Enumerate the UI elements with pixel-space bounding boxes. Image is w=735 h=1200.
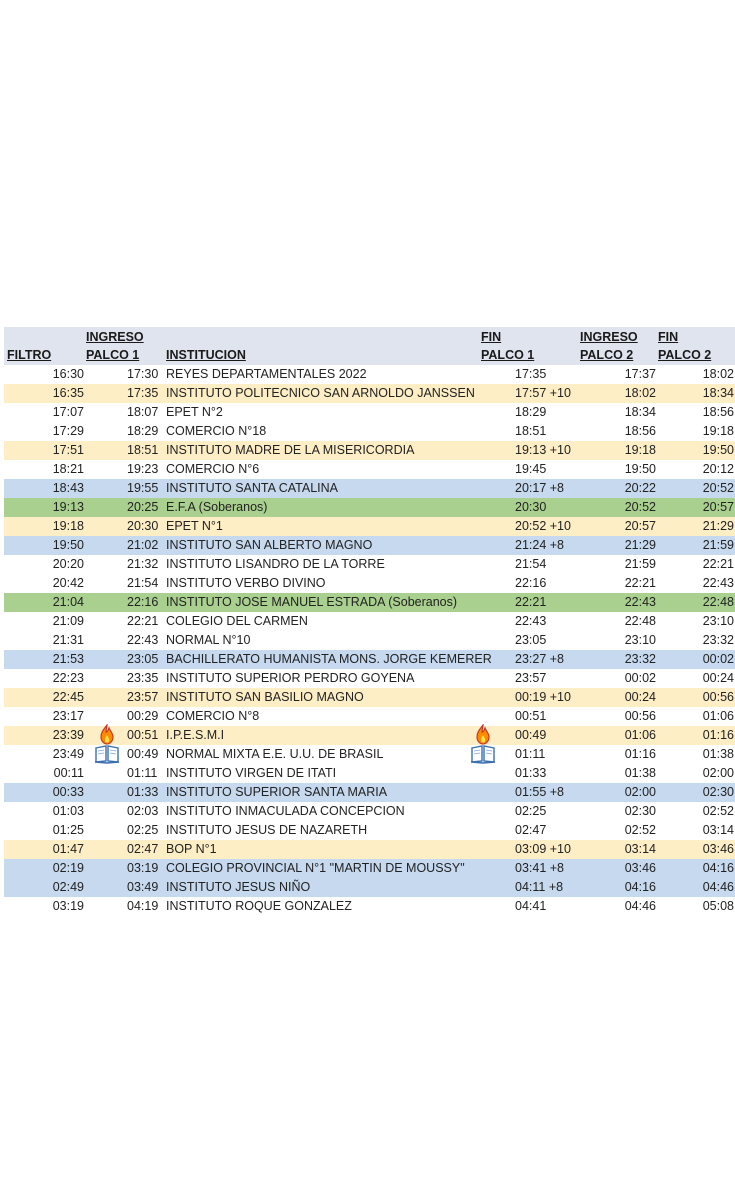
cell-ingreso-palco1: 23:57 xyxy=(127,690,159,704)
cell-fin-palco2: 01:38 xyxy=(702,747,734,761)
cell-fin-palco2: 00:02 xyxy=(702,652,734,666)
cell-fin-palco1: 17:35 xyxy=(515,367,547,381)
cell-fin-palco2: 03:14 xyxy=(702,823,734,837)
table-row xyxy=(4,612,735,631)
cell-institucion: EPET N°2 xyxy=(166,405,223,419)
cell-fin-palco1: 19:13 +10 xyxy=(515,443,571,457)
cell-fin-palco2: 19:18 xyxy=(702,424,734,438)
cell-fin-palco2: 20:12 xyxy=(702,462,734,476)
cell-ingreso-palco2: 22:21 xyxy=(624,576,656,590)
cell-filtro: 01:25 xyxy=(52,823,84,837)
cell-fin-palco1: 22:16 xyxy=(515,576,547,590)
cell-institucion: INSTITUTO JESUS NIÑO xyxy=(166,880,311,894)
cell-ingreso-palco2: 00:24 xyxy=(624,690,656,704)
cell-ingreso-palco1: 04:19 xyxy=(127,899,159,913)
table-row xyxy=(4,441,735,460)
cell-filtro: 18:21 xyxy=(52,462,84,476)
cell-filtro: 00:33 xyxy=(52,785,84,799)
cell-filtro: 03:19 xyxy=(52,899,84,913)
cell-fin-palco2: 00:24 xyxy=(702,671,734,685)
cell-fin-palco1: 22:43 xyxy=(515,614,547,628)
cell-institucion: INSTITUTO SAN ALBERTO MAGNO xyxy=(166,538,373,552)
cell-institucion: INSTITUTO JESUS DE NAZARETH xyxy=(166,823,368,837)
header-ingreso-palco1-line2: PALCO 1 xyxy=(86,348,140,362)
cell-institucion: E.F.A (Soberanos) xyxy=(166,500,268,514)
cell-ingreso-palco1: 03:49 xyxy=(127,880,159,894)
table-row xyxy=(4,669,735,688)
cell-fin-palco2: 20:57 xyxy=(702,500,734,514)
cell-institucion: INSTITUTO JOSE MANUEL ESTRADA (Soberanos) xyxy=(166,595,458,609)
schedule-table xyxy=(4,327,735,916)
cell-ingreso-palco1: 19:23 xyxy=(127,462,159,476)
cell-filtro: 21:04 xyxy=(52,595,84,609)
table-row xyxy=(4,403,735,422)
table-row xyxy=(4,536,735,555)
cell-fin-palco2: 21:29 xyxy=(702,519,734,533)
cell-fin-palco1: 00:49 xyxy=(515,728,547,742)
cell-filtro: 19:18 xyxy=(52,519,84,533)
cell-fin-palco2: 01:16 xyxy=(702,728,734,742)
cell-ingreso-palco2: 19:18 xyxy=(624,443,656,457)
cell-filtro: 22:45 xyxy=(52,690,84,704)
cell-ingreso-palco1: 18:51 xyxy=(127,443,159,457)
cell-fin-palco1: 01:33 xyxy=(515,766,547,780)
header-fin-palco1-line2: PALCO 1 xyxy=(481,348,535,362)
cell-ingreso-palco1: 21:02 xyxy=(127,538,159,552)
cell-fin-palco1: 01:55 +8 xyxy=(515,785,565,799)
cell-institucion: NORMAL N°10 xyxy=(166,633,251,647)
cell-filtro: 17:29 xyxy=(52,424,84,438)
cell-filtro: 17:51 xyxy=(52,443,84,457)
cell-fin-palco1: 23:57 xyxy=(515,671,547,685)
cell-ingreso-palco2: 00:56 xyxy=(624,709,656,723)
cell-institucion: BACHILLERATO HUMANISTA MONS. JORGE KEMERER xyxy=(166,652,492,666)
cell-ingreso-palco1: 02:25 xyxy=(127,823,159,837)
cell-institucion: INSTITUTO ROQUE GONZALEZ xyxy=(166,899,352,913)
cell-filtro: 23:17 xyxy=(52,709,84,723)
header-filtro: FILTRO xyxy=(7,348,52,362)
table-row xyxy=(4,365,735,384)
cell-filtro: 21:53 xyxy=(52,652,84,666)
cell-institucion: REYES DEPARTAMENTALES 2022 xyxy=(166,367,367,381)
cell-ingreso-palco2: 18:56 xyxy=(624,424,656,438)
cell-institucion: INSTITUTO LISANDRO DE LA TORRE xyxy=(166,557,385,571)
cell-ingreso-palco1: 02:03 xyxy=(127,804,159,818)
cell-ingreso-palco2: 22:48 xyxy=(624,614,656,628)
cell-ingreso-palco2: 23:32 xyxy=(624,652,656,666)
table-row xyxy=(4,650,735,669)
cell-fin-palco1: 21:24 +8 xyxy=(515,538,565,552)
cell-filtro: 19:13 xyxy=(52,500,84,514)
cell-fin-palco2: 02:52 xyxy=(702,804,734,818)
cell-ingreso-palco2: 02:52 xyxy=(624,823,656,837)
cell-filtro: 17:07 xyxy=(52,405,84,419)
table-row xyxy=(4,897,735,916)
table-row xyxy=(4,422,735,441)
header-fin-palco1-line1: FIN xyxy=(481,330,502,344)
cell-ingreso-palco1: 21:54 xyxy=(127,576,159,590)
cell-institucion: COLEGIO DEL CARMEN xyxy=(166,614,308,628)
cell-fin-palco2: 18:56 xyxy=(702,405,734,419)
cell-fin-palco1: 23:27 +8 xyxy=(515,652,565,666)
cell-ingreso-palco2: 02:00 xyxy=(624,785,656,799)
cell-institucion: COMERCIO N°6 xyxy=(166,462,260,476)
cell-fin-palco2: 04:46 xyxy=(702,880,734,894)
cell-filtro: 16:35 xyxy=(52,386,84,400)
cell-ingreso-palco1: 02:47 xyxy=(127,842,159,856)
cell-fin-palco1: 01:11 xyxy=(515,747,546,761)
cell-ingreso-palco1: 22:43 xyxy=(127,633,159,647)
cell-institucion: INSTITUTO VIRGEN DE ITATI xyxy=(166,766,337,780)
cell-ingreso-palco2: 00:02 xyxy=(624,671,656,685)
cell-institucion: INSTITUTO SUPERIOR PERDRO GOYENA xyxy=(166,671,415,685)
cell-ingreso-palco2: 20:52 xyxy=(624,500,656,514)
cell-filtro: 01:03 xyxy=(52,804,84,818)
cell-institucion: COMERCIO N°18 xyxy=(166,424,267,438)
table-row xyxy=(4,555,735,574)
cell-institucion: BOP N°1 xyxy=(166,842,217,856)
cell-fin-palco2: 22:48 xyxy=(702,595,734,609)
table-row xyxy=(4,593,735,612)
header-institucion: INSTITUCION xyxy=(166,348,246,362)
cell-filtro: 23:49 xyxy=(52,747,84,761)
cell-ingreso-palco1: 00:29 xyxy=(127,709,159,723)
cell-fin-palco2: 22:21 xyxy=(702,557,734,571)
table-row xyxy=(4,821,735,840)
cell-fin-palco1: 03:09 +10 xyxy=(515,842,571,856)
header-ingreso-palco2-line2: PALCO 2 xyxy=(580,348,634,362)
cell-institucion: INSTITUTO SAN BASILIO MAGNO xyxy=(166,690,364,704)
cell-filtro: 18:43 xyxy=(52,481,84,495)
cell-ingreso-palco2: 19:50 xyxy=(624,462,656,476)
cell-ingreso-palco1: 19:55 xyxy=(127,481,159,495)
table-row xyxy=(4,802,735,821)
cell-ingreso-palco1: 22:21 xyxy=(127,614,159,628)
cell-ingreso-palco1: 22:16 xyxy=(127,595,159,609)
cell-ingreso-palco1: 20:25 xyxy=(127,500,159,514)
cell-fin-palco1: 18:29 xyxy=(515,405,547,419)
header-fin-palco2-line2: PALCO 2 xyxy=(658,348,712,362)
cell-ingreso-palco1: 18:29 xyxy=(127,424,159,438)
cell-ingreso-palco2: 21:29 xyxy=(624,538,656,552)
cell-filtro: 23:39 xyxy=(52,728,84,742)
cell-fin-palco1: 21:54 xyxy=(515,557,547,571)
cell-institucion: EPET N°1 xyxy=(166,519,223,533)
cell-ingreso-palco2: 22:43 xyxy=(624,595,656,609)
cell-institucion: COMERCIO N°8 xyxy=(166,709,260,723)
cell-institucion: INSTITUTO MADRE DE LA MISERICORDIA xyxy=(166,443,415,457)
cell-filtro: 19:50 xyxy=(52,538,84,552)
cell-fin-palco2: 20:52 xyxy=(702,481,734,495)
cell-institucion: COLEGIO PROVINCIAL N°1 "MARTIN DE MOUSSY" xyxy=(166,861,465,875)
cell-ingreso-palco1: 18:07 xyxy=(127,405,159,419)
cell-institucion: I.P.E.S.M.I xyxy=(166,728,225,742)
table-row xyxy=(4,498,735,517)
cell-ingreso-palco2: 03:14 xyxy=(624,842,656,856)
cell-fin-palco2: 23:32 xyxy=(702,633,734,647)
cell-fin-palco2: 21:59 xyxy=(702,538,734,552)
cell-filtro: 21:09 xyxy=(52,614,84,628)
table-row xyxy=(4,479,735,498)
cell-ingreso-palco1: 01:33 xyxy=(127,785,159,799)
cell-ingreso-palco1: 17:30 xyxy=(127,367,159,381)
cell-ingreso-palco2: 04:46 xyxy=(624,899,656,913)
table-row xyxy=(4,384,735,403)
cell-ingreso-palco2: 01:38 xyxy=(624,766,656,780)
cell-ingreso-palco1: 23:05 xyxy=(127,652,159,666)
cell-institucion: INSTITUTO INMACULADA CONCEPCION xyxy=(166,804,405,818)
cell-institucion: NORMAL MIXTA E.E. U.U. DE BRASIL xyxy=(166,747,384,761)
cell-ingreso-palco2: 01:16 xyxy=(624,747,656,761)
cell-fin-palco1: 20:52 +10 xyxy=(515,519,571,533)
table-row xyxy=(4,574,735,593)
cell-fin-palco2: 05:08 xyxy=(702,899,734,913)
cell-fin-palco1: 00:19 +10 xyxy=(515,690,571,704)
cell-ingreso-palco1: 17:35 xyxy=(127,386,159,400)
cell-ingreso-palco1: 20:30 xyxy=(127,519,159,533)
cell-ingreso-palco1: 01:11 xyxy=(127,766,158,780)
cell-ingreso-palco2: 17:37 xyxy=(624,367,656,381)
cell-fin-palco2: 18:34 xyxy=(702,386,734,400)
table-row xyxy=(4,840,735,859)
header-ingreso-palco2-line1: INGRESO xyxy=(580,330,638,344)
cell-fin-palco2: 02:30 xyxy=(702,785,734,799)
cell-filtro: 01:47 xyxy=(52,842,84,856)
cell-institucion: INSTITUTO SUPERIOR SANTA MARIA xyxy=(166,785,388,799)
cell-fin-palco1: 04:41 xyxy=(515,899,547,913)
cell-fin-palco1: 03:41 +8 xyxy=(515,861,565,875)
table-row xyxy=(4,631,735,650)
cell-ingreso-palco1: 23:35 xyxy=(127,671,159,685)
cell-ingreso-palco1: 21:32 xyxy=(127,557,159,571)
cell-filtro: 20:20 xyxy=(52,557,84,571)
cell-ingreso-palco2: 03:46 xyxy=(624,861,656,875)
cell-filtro: 21:31 xyxy=(52,633,84,647)
cell-fin-palco1: 04:11 +8 xyxy=(515,880,564,894)
cell-filtro: 20:42 xyxy=(52,576,84,590)
cell-fin-palco2: 01:06 xyxy=(702,709,734,723)
cell-fin-palco2: 04:16 xyxy=(702,861,734,875)
book-icon xyxy=(470,744,496,769)
cell-ingreso-palco2: 20:57 xyxy=(624,519,656,533)
cell-ingreso-palco2: 23:10 xyxy=(624,633,656,647)
cell-ingreso-palco2: 20:22 xyxy=(624,481,656,495)
cell-fin-palco2: 23:10 xyxy=(702,614,734,628)
cell-fin-palco1: 20:17 +8 xyxy=(515,481,565,495)
cell-ingreso-palco2: 21:59 xyxy=(624,557,656,571)
table-row xyxy=(4,460,735,479)
cell-fin-palco1: 17:57 +10 xyxy=(515,386,571,400)
cell-fin-palco1: 22:21 xyxy=(515,595,547,609)
header-ingreso-palco1-line1: INGRESO xyxy=(86,330,144,344)
cell-institucion: INSTITUTO VERBO DIVINO xyxy=(166,576,326,590)
cell-fin-palco2: 02:00 xyxy=(702,766,734,780)
cell-ingreso-palco1: 00:49 xyxy=(127,747,159,761)
cell-fin-palco1: 20:30 xyxy=(515,500,547,514)
table-row xyxy=(4,878,735,897)
cell-fin-palco1: 02:47 xyxy=(515,823,547,837)
cell-ingreso-palco1: 03:19 xyxy=(127,861,159,875)
cell-ingreso-palco2: 18:02 xyxy=(624,386,656,400)
cell-ingreso-palco2: 02:30 xyxy=(624,804,656,818)
cell-fin-palco2: 22:43 xyxy=(702,576,734,590)
cell-fin-palco1: 00:51 xyxy=(515,709,547,723)
cell-institucion: INSTITUTO SANTA CATALINA xyxy=(166,481,339,495)
table-row xyxy=(4,517,735,536)
cell-ingreso-palco2: 18:34 xyxy=(624,405,656,419)
book-icon xyxy=(94,744,120,769)
cell-filtro: 00:11 xyxy=(53,766,84,780)
table-row xyxy=(4,859,735,878)
cell-filtro: 02:19 xyxy=(52,861,84,875)
cell-fin-palco2: 18:02 xyxy=(702,367,734,381)
cell-fin-palco2: 03:46 xyxy=(702,842,734,856)
table-row xyxy=(4,688,735,707)
cell-fin-palco1: 19:45 xyxy=(515,462,547,476)
cell-filtro: 02:49 xyxy=(52,880,84,894)
table-row xyxy=(4,783,735,802)
cell-fin-palco2: 19:50 xyxy=(702,443,734,457)
header-fin-palco2-line1: FIN xyxy=(658,330,679,344)
table-body xyxy=(4,365,735,916)
table-header xyxy=(4,327,735,365)
cell-fin-palco1: 23:05 xyxy=(515,633,547,647)
cell-ingreso-palco2: 04:16 xyxy=(624,880,656,894)
cell-fin-palco2: 00:56 xyxy=(702,690,734,704)
cell-ingreso-palco1: 00:51 xyxy=(127,728,159,742)
cell-fin-palco1: 18:51 xyxy=(515,424,547,438)
cell-ingreso-palco2: 01:06 xyxy=(624,728,656,742)
cell-filtro: 22:23 xyxy=(52,671,84,685)
cell-institucion: INSTITUTO POLITECNICO SAN ARNOLDO JANSSEN xyxy=(166,386,475,400)
cell-filtro: 16:30 xyxy=(52,367,84,381)
cell-fin-palco1: 02:25 xyxy=(515,804,547,818)
